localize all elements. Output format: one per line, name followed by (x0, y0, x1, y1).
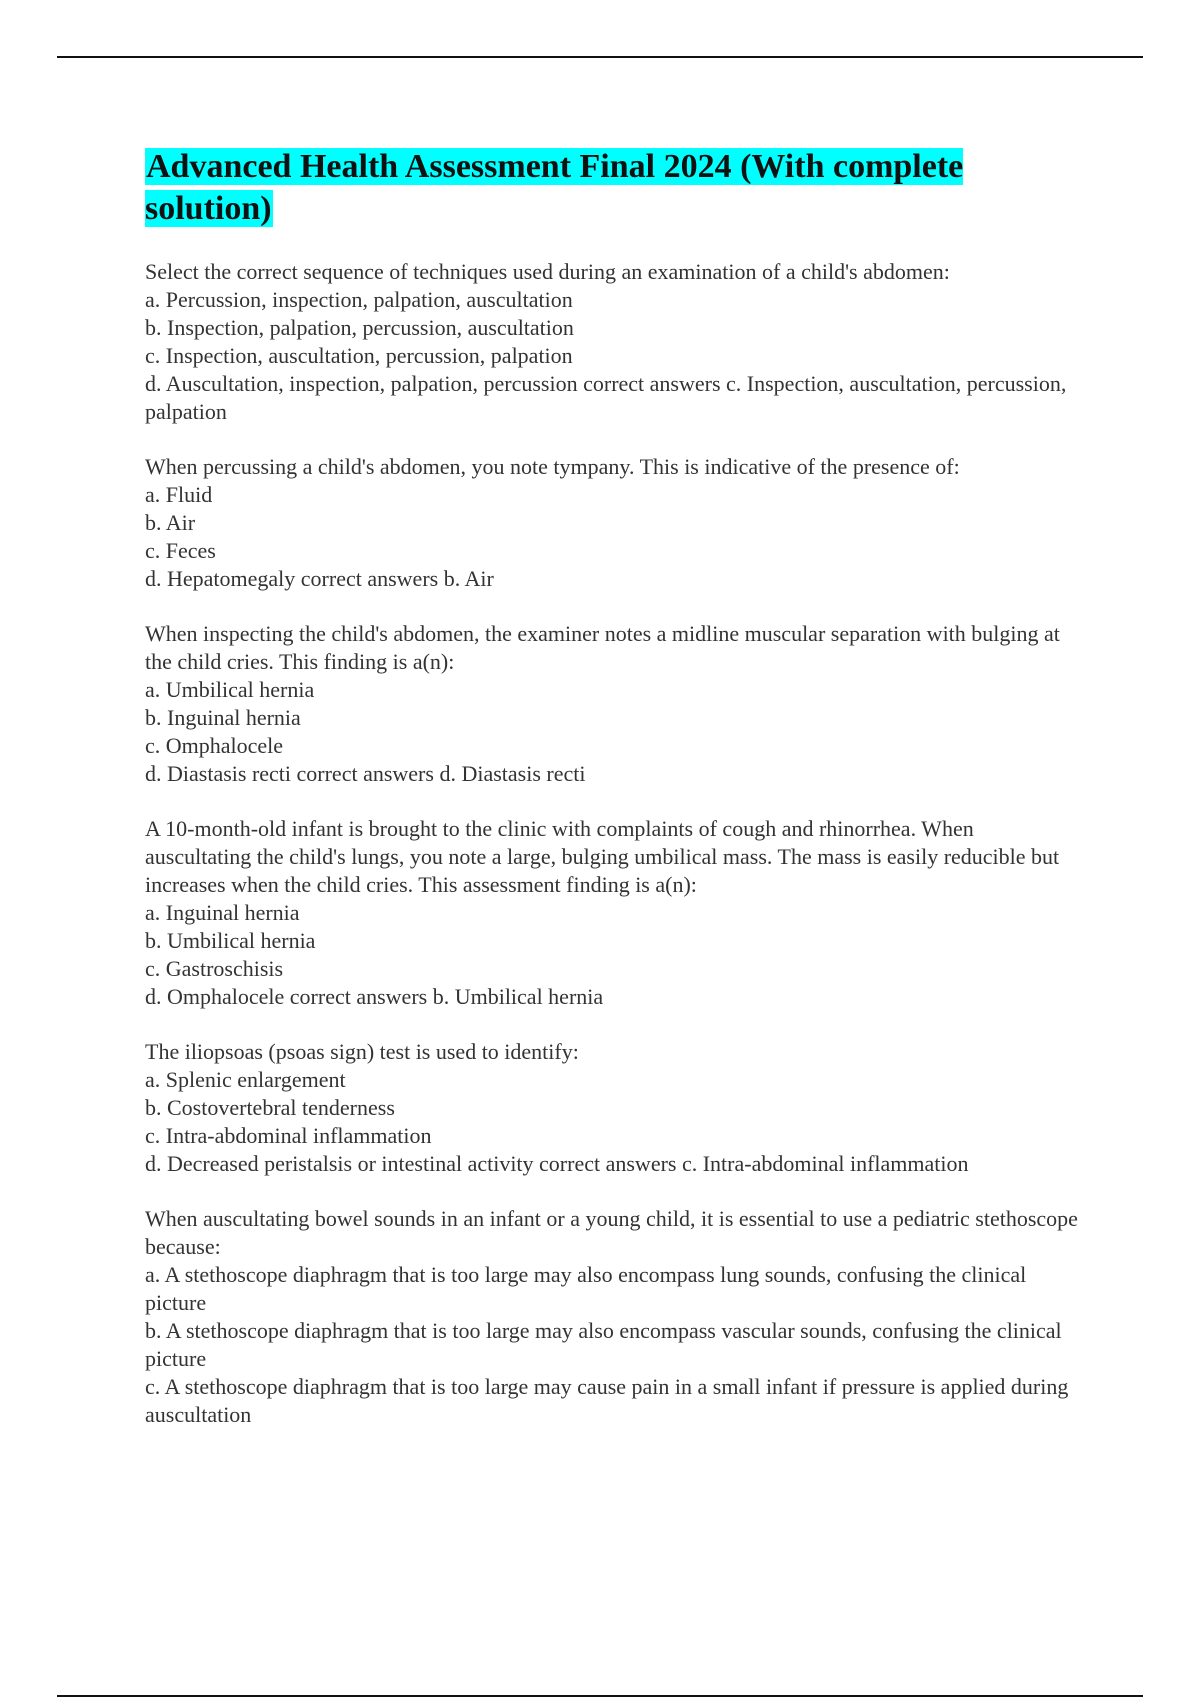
answer-option: a. A stethoscope diaphragm that is too large may also encompass lung sounds, confusing the clinical picture (145, 1262, 1027, 1315)
answer-option: c. Omphalocele (145, 733, 284, 758)
answer-option: a. Percussion, inspection, palpation, auscultation (145, 287, 573, 312)
document-title (145, 146, 1085, 230)
answer-option: c. A stethoscope diaphragm that is too large may cause pain in a small infant if pressure is applied during auscultation (145, 1374, 1069, 1427)
document-body (145, 146, 1085, 1456)
bottom-rule (57, 1695, 1143, 1697)
answer-option: b. Inspection, palpation, percussion, auscultation (145, 315, 574, 340)
answer-option: a. Umbilical hernia (145, 677, 315, 702)
answer-option: a. Inguinal hernia (145, 900, 300, 925)
answer-option-with-solution: d. Hepatomegaly correct answers b. Air (145, 566, 494, 591)
title-highlight: Advanced Health Assessment Final 2024 (With complete solution) (145, 148, 964, 227)
answer-option: b. Inguinal hernia (145, 705, 301, 730)
question-stem: A 10-month-old infant is brought to the clinic with complaints of cough and rhinorrhea. When auscultating the child's lungs, you note a large, bulging umbilical mass. The mass is easily reducible but increases when the child cries. This assessment finding is a(n): (145, 816, 1060, 897)
question-stem: When percussing a child's abdomen, you note tympany. This is indicative of the presence of: (145, 454, 960, 479)
question-5 (145, 1038, 1085, 1178)
answer-option: c. Inspection, auscultation, percussion, palpation (145, 343, 573, 368)
answer-option: b. Air (145, 510, 196, 535)
answer-option: a. Fluid (145, 482, 213, 507)
answer-option: b. Costovertebral tenderness (145, 1095, 395, 1120)
answer-option-with-solution: d. Omphalocele correct answers b. Umbilical hernia (145, 984, 604, 1009)
answer-option: c. Gastroschisis (145, 956, 284, 981)
question-6 (145, 1205, 1085, 1429)
answer-option: c. Feces (145, 538, 216, 563)
answer-option-with-solution: d. Diastasis recti correct answers d. Diastasis recti (145, 761, 586, 786)
answer-option-with-solution: d. Auscultation, inspection, palpation, percussion correct answers c. Inspection, auscultation, percussion, palpation (145, 371, 1067, 424)
answer-option: c. Intra-abdominal inflammation (145, 1123, 432, 1148)
answer-option: b. Umbilical hernia (145, 928, 316, 953)
question-2 (145, 453, 1085, 593)
question-stem: Select the correct sequence of techniques used during an examination of a child's abdomen: (145, 259, 950, 284)
question-stem: The iliopsoas (psoas sign) test is used to identify: (145, 1039, 579, 1064)
question-stem: When inspecting the child's abdomen, the examiner notes a midline muscular separation with bulging at the child cries. This finding is a(n): (145, 621, 1060, 674)
answer-option-with-solution: d. Decreased peristalsis or intestinal activity correct answers c. Intra-abdominal inflammation (145, 1151, 969, 1176)
answer-option: a. Splenic enlargement (145, 1067, 346, 1092)
question-4 (145, 815, 1085, 1011)
top-rule (57, 56, 1143, 58)
question-stem: When auscultating bowel sounds in an infant or a young child, it is essential to use a pediatric stethoscope because: (145, 1206, 1078, 1259)
answer-option: b. A stethoscope diaphragm that is too large may also encompass vascular sounds, confusing the clinical picture (145, 1318, 1062, 1371)
question-1 (145, 258, 1085, 426)
question-3 (145, 620, 1085, 788)
